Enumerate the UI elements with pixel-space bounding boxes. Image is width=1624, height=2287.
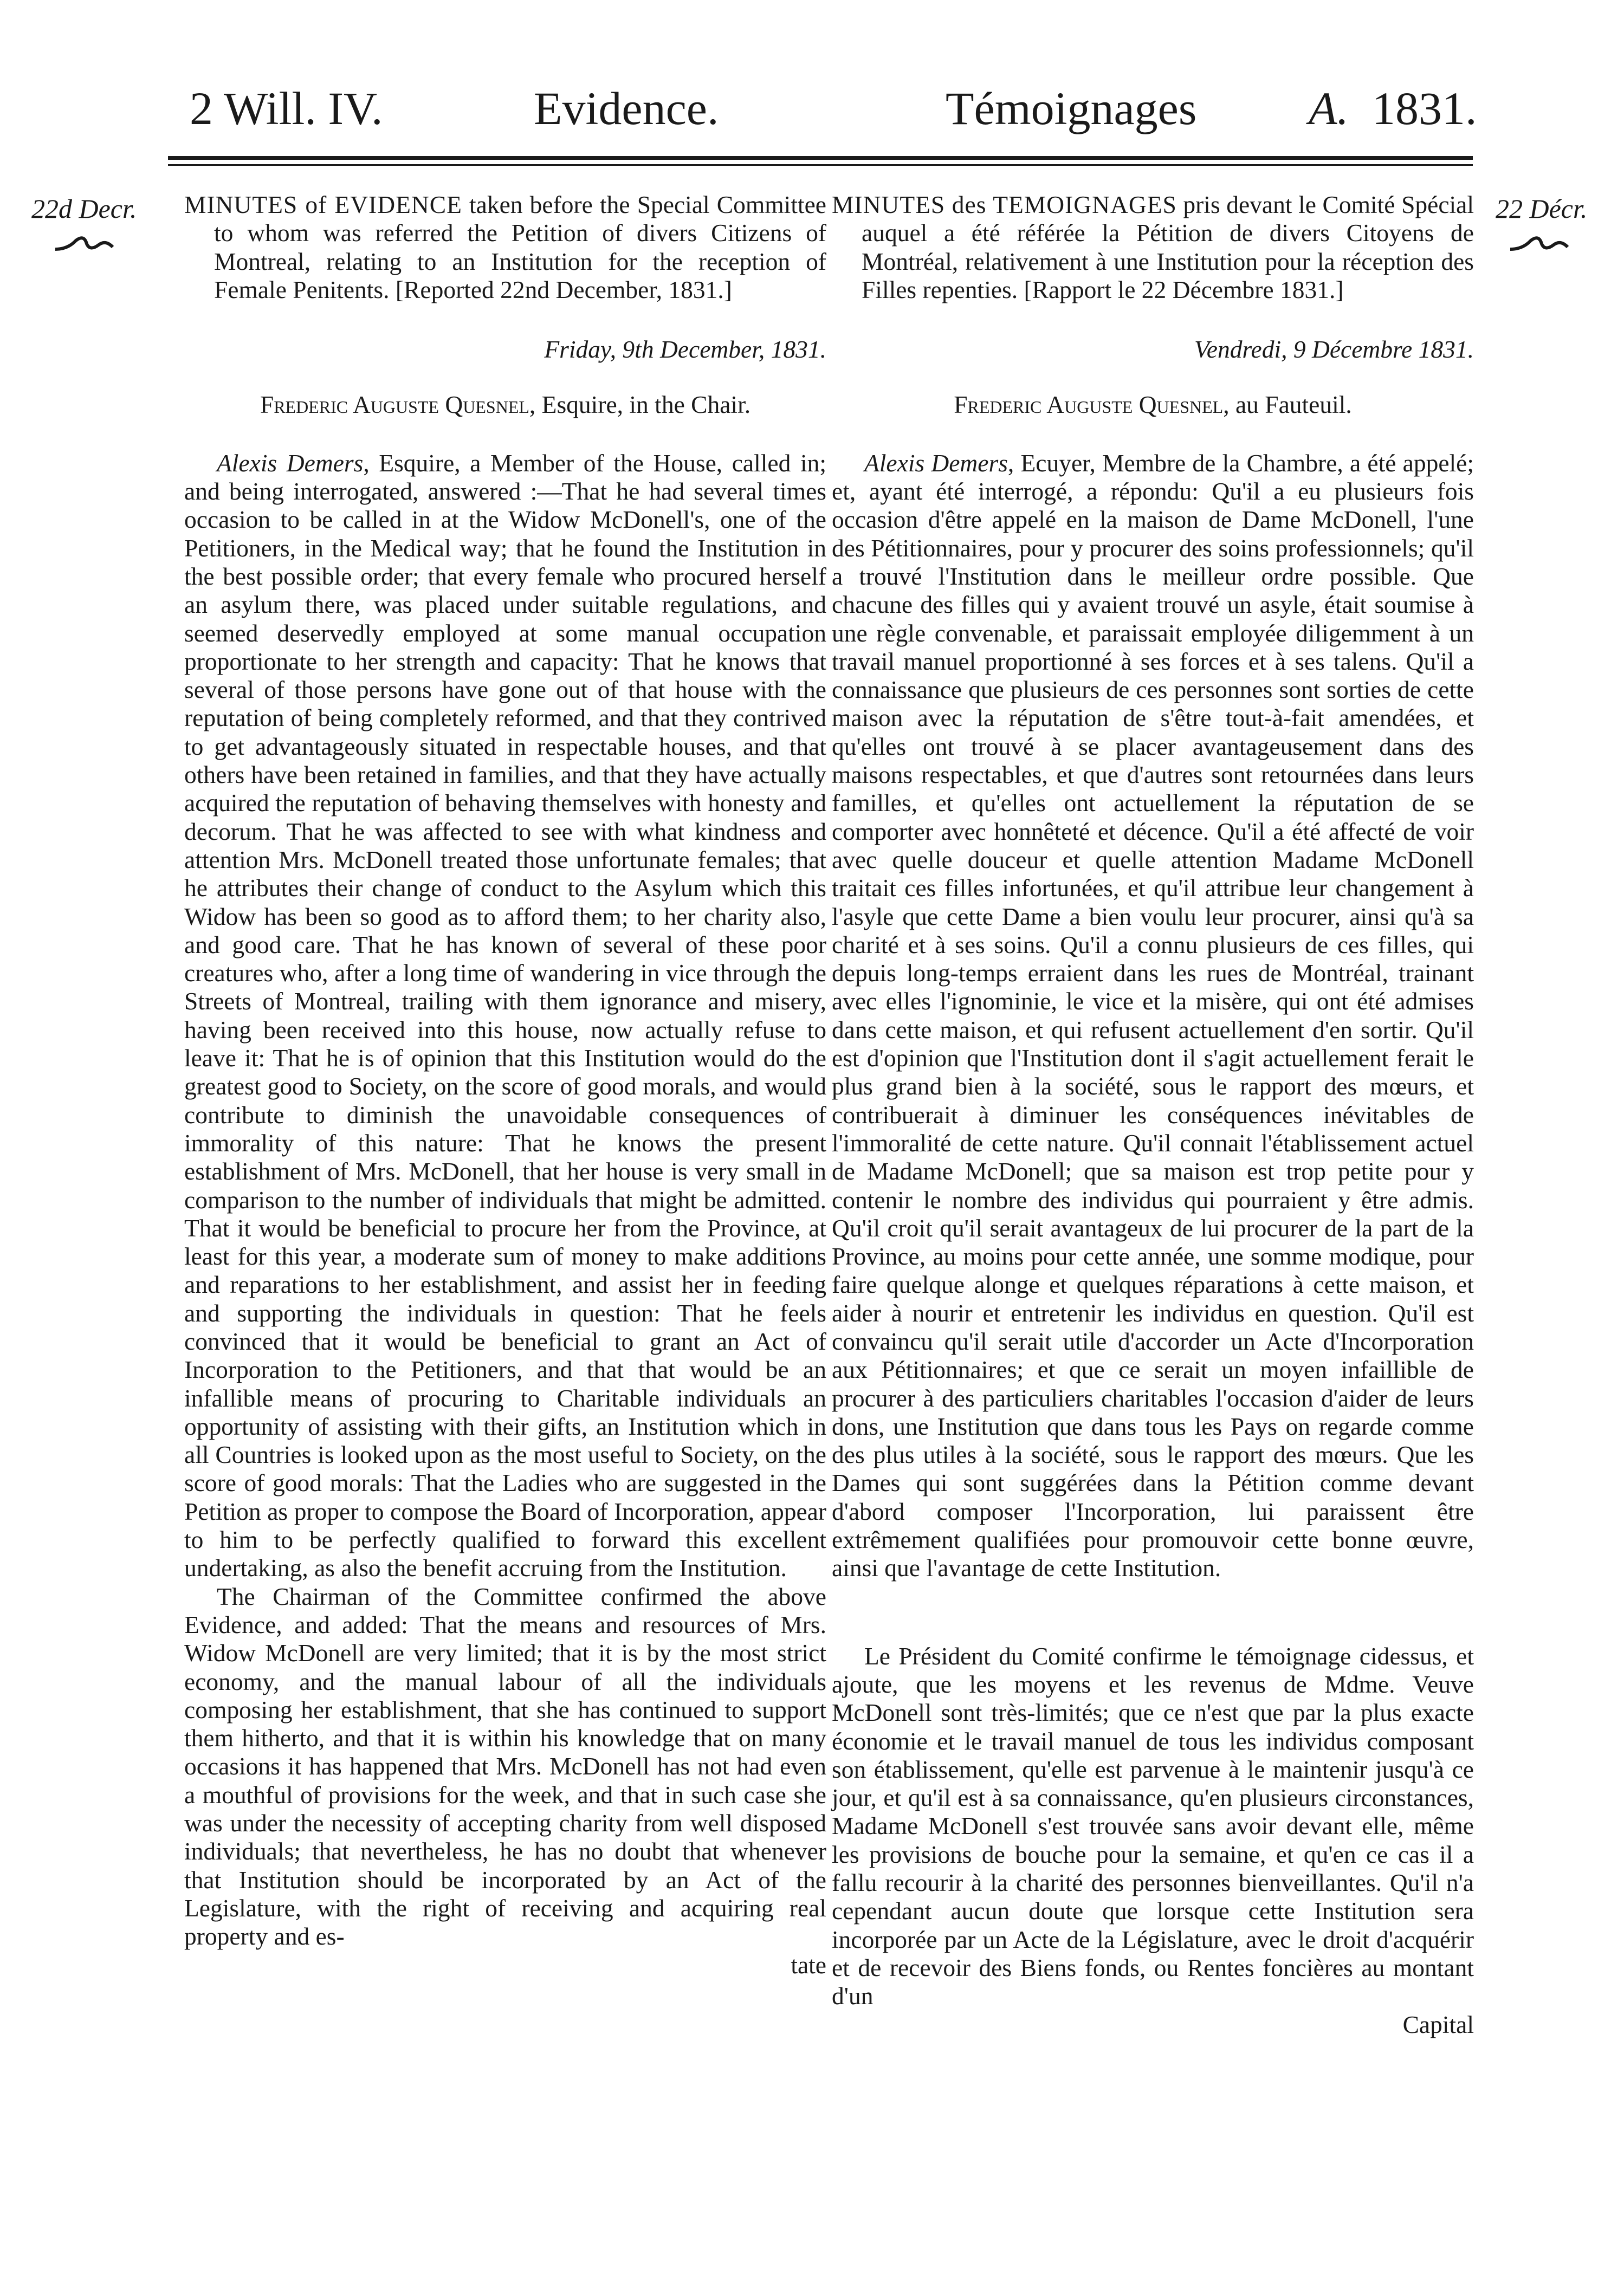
chairman-addition-french: Le Président du Comité confirme le témoignage cidessus, et ajoute, que les moyens et les revenus de Mdme. Veuve McDonell sont très-limités; que ce n'est que par la plus exacte économie et le travail manuel de tous les individus composant son établissement, qu'elle est parvenue à le maintenir jusqu'à ce jour, et qu'il est à sa connaissance, qu'en plusieurs circonstances, Madame McDonell s'est trouvée sans avoir devant elle, même les provisions de bouche pour la semaine, et qu'en ce cas il a fallu recourir à la charité des personnes bienveillantes. Qu'il n'a cependant aucun doute que lorsque cette Institution sera incorporée par un Acte de la Législature, avec le droit d'acquérir et de recevoir des Biens fonds, ou Rentes foncières au montant d'un [832,1642,1474,2010]
header-appendix-year [1309,81,1477,135]
flourish-ornament-left [54,233,114,255]
chair-name: Frederic Auguste Quesnel [260,391,529,419]
header-rule-thick [168,156,1473,160]
minutes-title-rest: taken before the Special Committee to whom was referred the Petition of divers Citizens of Montreal, relating to an Institution for the reception of Female Penitents. [Reported 22nd December, 1831.] [214,191,826,303]
chair-line-french [832,391,1474,419]
chair-rest: , Esquire, in the Chair. [529,391,751,419]
chair-line-english [184,391,826,419]
french-column [832,191,1474,2039]
header-title-french: Témoignages [946,82,1197,134]
appendix-letter: A. [1309,82,1349,134]
chairman-addition-english: The Chairman of the Committee confirmed the above Evidence, and added: That the means and resources of Mrs. Widow McDonell are very limited; that it is by the most strict economy, and the manual labour of all the individuals composing her establishment, that she has continued to support them hitherto, and that it is within his knowledge that on many occasions it has happened that Mrs. McDonell has not had even a mouthful of provisions for the week, and that in such case she was under the necessity of accepting charity from well disposed individuals; that nevertheless, he has no doubt that whenever that Institution should be incorporated by an Act of the Legislature, with the right of receiving and acquiring real property and es- [184,1582,826,1951]
regnal-year: 2 Will. IV. [190,82,383,134]
minutes-title-lead: MINUTES des TEMOIGNAGES [832,191,1177,218]
sitting-date-french: Vendredi, 9 Décembre 1831. [1194,335,1474,364]
chair-name: Frederic Auguste Quesnel [954,391,1224,419]
sitting-date-english: Friday, 9th December, 1831. [544,335,826,364]
margin-date-right: 22 Décr. [1496,193,1588,224]
header-year: 1831. [1372,82,1477,134]
witness-text: , Esquire, a Member of the House, called in; and being interrogated, answered :—That he had several times occasion to be called in at the Widow McDonell's, one of the Petitioners, in the Medical way; that he found the Institution in the best possible order; that every female who procured herself an asylum there, was placed under suitable regulations, and seemed deservedly employed at some manual occupation proportionate to her strength and capacity: That he knows that several of those persons have gone out of that house with the reputation of being completely reformed, and that they contrived to get advantageously situated in respectable houses, and that others have been retained in families, and that they have actually acquired the reputation of behaving themselves with honesty and decorum. That he was affected to see with what kindness and attention Mrs. McDonell treated those unfortunate females; that he attributes their change of conduct to the Asylum which this Widow has been so good as to afford them; to her charity also, and good care. That he has known of several of these poor creatures who, after a long time of wandering in vice through the Streets of Montreal, trailing with them ignorance and misery, having been received into this house, now actually refuse to leave it: That he is of opinion that this Institution would do the greatest good to Society, on the score of good morals, and would contribute to diminish the unavoidable consequences of immorality of this nature: That he knows the present establishment of Mrs. McDonell, that her house is very small in comparison to the number of individuals that might be admitted. That it would be beneficial to procure her from the Province, at least for this year, a moderate sum of money to make additions and reparations to her establishment, and assist her in feeding and supporting the individuals in question: That he feels convinced that it would be beneficial to grant an Act of Incorporation to the Petitioners, and that that would be an infallible means of procuring to Charitable individuals an opportunity of assisting with their gifts, an Institution which in all Countries is looked upon as the most useful to Society, on the score of good morals: That the Ladies who are suggested in the Petition as proper to compose the Board of Incorporation, appear to him to be perfectly qualified to forward this excellent undertaking, as also the benefit accruing from the Institution. [184,449,826,1582]
minutes-title-french [832,191,1474,304]
header-rule-thin [168,164,1473,166]
minutes-title-english [184,191,826,304]
flourish-ornament-right [1509,233,1569,255]
minutes-title-lead: MINUTES of EVIDENCE [184,191,462,218]
witness-evidence-french [832,449,1474,1583]
margin-date-left: 22d Decr. [31,193,137,224]
witness-text: , Ecuyer, Membre de la Chambre, a été appelé; et, ayant été interrogé, a répondu: Qu'il a eu plusieurs fois occasion d'être appelé en la maison de Dame McDonell, l'une des Pétitionnaires, pour y procurer des soins professionnels; qu'il a trouvé l'Institution dans le meilleur ordre possible. Que chacune des filles qui y avaient trouvé un asyle, était soumise à une règle convenable, et paraissait employée diligemment à un travail manuel proportionné à ses forces et à ses talens. Qu'il a connaissance que plusieurs de ces personnes sont sorties de cette maison avec la réputation de s'être tout-à-fait amendées, et qu'elles ont trouvé à se placer avantageusement dans des maisons respectables, et que d'autres sont retournées dans leurs familles, et qu'elles ont actuellement la réputation de se comporter avec honnêteté et décence. Qu'il a été affecté de voir avec quelle douceur et quelle attention Madame McDonell traitait ces filles infortunées, et qu'il attribue leur changement à l'asyle que cette Dame a bien voulu leur procurer, ainsi qu'à sa charité et à ses soins. Qu'il a connu plusieurs de ces filles, qui depuis long-temps erraient dans les rues de Montréal, trainant avec elles l'ignominie, le vice et la misère, qui ont été admises dans cette maison, et qui refusent actuellement d'en sortir. Qu'il est d'opinion que l'Institution dont il s'agit actuellement ferait le plus grand bien à la société, sous le rapport des mœurs, et contribuerait à diminuer les conséquences inévitables de l'immoralité de cette nature. Qu'il connait l'établissement actuel de Madame McDonell; que sa maison est trop petite pour y contenir le nombre des individus qui pourraient y être admis. Qu'il croit qu'il serait avantageux de lui procurer de la part de la Province, au moins pour cette année, une somme modique, pour faire quelque alonge et quelques réparations à cette maison, et aider à nourir et entretenir les individus en question. Qu'il est convaincu qu'il serait utile d'accorder un Acte d'Incorporation aux Pétitionnaires; et que ce serait un moyen infaillible de procurer à des particuliers charitables l'occasion d'aider de leurs dons, une Institution que dans tous les Pays on regarde comme des plus utiles à la société, sous le rapport des mœurs. Que les Dames qui sont suggérées dans la Pétition comme devant d'abord composer l'Incorporation, lui paraissent être extrêmement qualifiées pour promouvoir cette bonne œuvre, ainsi que l'avantage de cette Institution. [832,449,1474,1582]
english-column [184,191,826,1979]
header-title-english: Evidence. [534,82,719,134]
chair-rest: , au Fauteuil. [1223,391,1352,419]
minutes-title-rest: pris devant le Comité Spécial auquel a été référée la Pétition de divers Citoyens de Montréal, relativement à une Institution pour la réception des Filles repenties. [Rapport le 22 Décembre 1831.] [862,191,1474,303]
witness-name: Alexis Demers [864,449,1008,477]
catchword-french: Capital [1402,2010,1474,2038]
witness-name: Alexis Demers [217,449,364,477]
witness-evidence-english [184,449,826,1583]
catchword-english: tate [791,1951,826,1979]
